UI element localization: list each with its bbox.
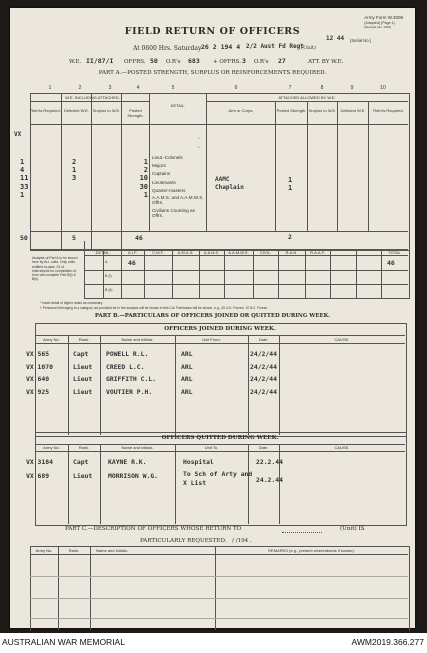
col-number-7: 7	[288, 85, 292, 91]
col-number-8: 8	[320, 85, 324, 91]
col-number-5: 5	[171, 85, 175, 91]
we-label: W.E.	[69, 59, 82, 65]
hdr-reints-required: Rein'ts Required.	[30, 108, 61, 113]
col-number-6: 6	[234, 85, 238, 91]
analysis-hdr-raaf: R.A.A.F.	[310, 250, 325, 255]
col-number-10: 10	[380, 85, 386, 91]
we-value-3: 11	[20, 174, 29, 183]
quitted-hdr-name: Name and Initials.	[121, 445, 154, 450]
joined-hdr-name: Name and Initials.	[121, 337, 154, 342]
hdr-att-reints: Rein'ts Required.	[373, 108, 404, 113]
attached-posted-column	[288, 176, 292, 192]
total-we: 50	[20, 234, 28, 242]
joined-hdr-rank: Rank.	[78, 337, 90, 342]
detail-lieutenants: Lieutenants	[152, 179, 176, 185]
analysis-row-bi: B (i)	[105, 274, 112, 278]
joined-hdr-unit: Unit From.	[202, 337, 221, 342]
joined-hdr-army-no: Army No.	[43, 337, 60, 342]
document-page: Army Form W.3008 (Adapted) (Page 1) (Revised Jan. 1943) 12 44 (Serial No.) FIELD RETURN OF OFFICERS At 0600 Hrs. Saturday 26 2 194 4 2/2 Aust Fd Regt (Unit) W.E. II/87/I OFFRS. 50 O.R's 683 + OFFRS. 3 O.R's 27 ATT. BY W.E. PART A.—POSTED STRENGTH, SURPLUS OR REINFORCEMENTS REQUIRED. 1 2 3 4 5 6 7 8 9 10 W.E. INCLUDING ATTACHED. ATTACHED ALLOWED BY W.E. Rein'ts Required. Deficient W.E. Surplus to W.E. Posted Strength. DETAIL. Arm or Corps. Posted Strength. Surplus to W.E. Deficient W.E. Rein'ts Required. VX 1 4 11 33 1 2 1 3 1 2 10 30 1 Lieut.-Colonels Majors Captains Lieutenants Quarter-masters A.A.M.S. and A.A.M.W.S. Offrs. Civilians Counting as Offrs. * * AAMC Chaplain 1 1 50 5 46 2 Analysis of Part A to be shown here by ALL units. Only units entitled to para. 23 of Instructions for compilation of form will complete Part B(i) & B(ii). DETAIL. A.I.F. C.M.F. A.W.A.S. A.A.N.S. A.A.M.W.S. CIVIL. R.A.N. R.A.A.F. TOTAL A B (i) B (ii) 46 46 * Insert detail of higher ranks as necessary. † Personnel belonging to a category not provided for in the analysis will be shown in this Col. Particulars will be shown, e.g., 20 U.K. Forces: 10 N.Z. Forces PART B.—PARTICULARS OF OFFICERS JOINED OR QUITTED DURING WEEK. OFFICERS JOINED DURING WEEK. Army No. Rank. Name and Initials. Unit From. Date. CAUSE. VX 565 Capt POWELL R.L. ARL 24/2/44 VX 1070 Lieut CREED L.C. ARL 24/2/44 VX 640 Lieut GRIFFITH C.L. ARL 24/2/44 VX 925 Lieut VOUTIER P.H. ARL 24/2/44 OFFICERS QUITTED DURING WEEK. Army No. Rank. Name and Initials. Unit To. Date. CAUSE. VX 3184 Capt KAYNE R.K. Hospital 22.2.44 VX 689 Lieut MORRISON W.G. To Sch of Arty and X List 24.2.44 PART C.—DESCRIPTION OF OFFICERS WHOSE RETURN TO (Unit) IS PARTICULARLY REQUESTED. / /194 . Army No. Rank. Name and Initials. REMARKS (e.g., present whereabouts if known).	[10, 8, 415, 628]
analysis-hdr-cmf: C.M.F.	[152, 250, 164, 255]
deficient-value-3: 1	[72, 166, 77, 175]
analysis-hdr-detail: DETAIL.	[95, 250, 111, 255]
hdr-att-posted: Posted Strength.	[276, 108, 307, 113]
part-c-hdr-rank: Rank.	[68, 548, 80, 553]
ors-label: O.R's	[166, 59, 181, 65]
total-deficient: 5	[72, 234, 76, 242]
arm-corps-1: AAMC	[215, 176, 230, 183]
arm-corps-2: Chaplain	[215, 184, 244, 191]
col-number-1: 1	[48, 85, 52, 91]
we-column	[20, 158, 28, 199]
analysis-hdr-civil: CIVIL.	[259, 250, 272, 255]
part-c-particularly: PARTICULARLY REQUESTED.	[140, 538, 227, 544]
detail-quartermasters: Quarter-masters	[152, 187, 186, 193]
col-number-4: 4	[136, 85, 140, 91]
we-value-2: 4	[20, 166, 25, 175]
date-handwritten: 26 2 194 4	[201, 43, 241, 51]
joined-hdr-date: Date.	[258, 337, 269, 342]
hdr-att-deficient: Deficient W.E.	[340, 108, 366, 113]
joined-title: OFFICERS JOINED DURING WEEK.	[164, 326, 276, 332]
ors2-label: O.R's	[254, 59, 269, 65]
posted-value-4: 30	[139, 182, 148, 191]
analysis-aif-value: 46	[128, 259, 136, 267]
analysis-total-value: 46	[387, 259, 395, 267]
arm-corps-column	[215, 176, 244, 192]
we-value: II/87/I	[86, 57, 114, 65]
ors2-value: 27	[278, 57, 286, 65]
hdr-detail: DETAIL.	[170, 103, 186, 108]
hdr-deficient: Deficient W.E.	[63, 108, 90, 113]
quitted-hdr-date: Date.	[258, 445, 269, 450]
hdr-att-surplus: Surplus to W.E.	[308, 108, 337, 113]
col-number-3: 3	[108, 85, 112, 91]
offrs-value: 50	[150, 57, 158, 65]
part-c-date-blank: / /194 .	[232, 538, 252, 544]
form-title: FIELD RETURN OF OFFICERS	[124, 26, 301, 37]
part-a-table	[30, 93, 410, 251]
we-including-label: W.E. INCLUDING ATTACHED.	[65, 95, 120, 100]
form-ref-3: (Revised Jan. 1943)	[364, 25, 392, 30]
unit-handwritten: 2/2 Aust Fd Regt	[246, 43, 304, 50]
analysis-hdr-ran: R.A.N.	[285, 250, 298, 255]
detail-civilians: Civilians Counting as Offrs.	[152, 208, 195, 219]
deficient-value-4: 3	[72, 174, 77, 183]
side-code: VX	[14, 131, 22, 138]
analysis-hdr-awas: A.W.A.S.	[177, 250, 194, 255]
footer-right: AWM2019.366.277	[351, 637, 424, 647]
detail-aams: A.A.M.S. and A.A.M.W.S. Offrs.	[152, 195, 204, 206]
analysis-hdr-aamws: A.A.M.W.S.	[228, 250, 249, 255]
detail-lt-colonels: Lieut.-Colonels	[152, 155, 183, 160]
hdr-posted-strength: Posted Strength.	[127, 108, 144, 118]
we-value-1: 1	[20, 158, 25, 166]
deficient-value-2: 2	[72, 158, 77, 166]
col-number-9: 9	[350, 85, 354, 91]
form-ref-2: (Adapted) (Page 1)	[364, 20, 395, 25]
hdr-surplus: Surplus to W.E.	[92, 108, 121, 113]
attached-label: ATTACHED ALLOWED BY W.E.	[278, 95, 336, 100]
analysis-row-bii: B (ii)	[105, 288, 113, 292]
analysis-hdr-aans: A.A.N.S.	[203, 250, 220, 255]
part-b-title: PART B.—PARTICULARS OF OFFICERS JOINED OR QUITTED DURING WEEK.	[94, 313, 331, 319]
attached-posted-1: 1	[288, 176, 293, 184]
footer-left: AUSTRALIAN WAR MEMORIAL	[2, 637, 125, 647]
quitted-title: OFFICERS QUITTED DURING WEEK.	[161, 435, 279, 441]
part-c-hdr-remarks: REMARKS (e.g., present whereabouts if known).	[268, 548, 355, 553]
analysis-note: Analysis of Part A to be shown here by ALL units. Only units entitled to para. 23 of Instructions for compilation of form will complete Part B(i) & B(ii).	[32, 256, 78, 282]
part-c-unit-label: (Unit) IS	[340, 526, 365, 532]
part-c-title: PART C.—DESCRIPTION OF OFFICERS WHOSE RETURN TO	[65, 526, 242, 532]
quitted-hdr-cause: CAUSE.	[334, 445, 350, 450]
we-value-5: 1	[20, 190, 25, 199]
attached-posted-2: 1	[288, 184, 293, 192]
quitted-hdr-unit: Unit To.	[204, 445, 219, 450]
ors-value: 683	[188, 57, 200, 65]
joined-hdr-cause: CAUSE.	[334, 337, 350, 342]
offrs-label: OFFRS.	[124, 59, 146, 65]
posted-value-3: 10	[139, 174, 148, 183]
analysis-hdr-total: TOTAL	[388, 250, 401, 255]
plus-offrs-label: + OFFRS.	[213, 59, 241, 65]
quitted-hdr-rank: Rank.	[78, 445, 90, 450]
posted-value-2: 2	[143, 166, 148, 175]
detail-majors: Majors	[152, 163, 166, 169]
part-a-title: PART A.—POSTED STRENGTH, SURPLUS OR REINFORCEMENTS REQUIRED.	[98, 70, 327, 76]
form-ref-1: Army Form W.3008	[364, 15, 403, 20]
total-posted: 46	[135, 234, 143, 242]
col-number-2: 2	[78, 85, 82, 91]
deficient-column	[72, 158, 76, 183]
serial-value: 12 44	[326, 35, 345, 42]
analysis-hdr-aif: A.I.F.	[127, 250, 138, 255]
unit-label: (Unit)	[301, 45, 316, 51]
footnote-2: † Personnel belonging to a category not provided for in the analysis will be shown in this Col. Particulars will be shown, e.g., 20 U.K. Forces: 10 N.Z. Forces	[40, 306, 268, 310]
plus-offrs-value: 3	[242, 57, 246, 65]
hdr-arm-corps: Arm or Corps.	[228, 108, 254, 113]
detail-list	[152, 154, 206, 218]
att-label: ATT. BY W.E.	[308, 59, 344, 65]
serial-label: (Serial No.)	[350, 38, 372, 43]
we-value-4: 33	[20, 182, 29, 191]
quitted-hdr-army-no: Army No.	[43, 445, 60, 450]
posted-value-5: 1	[143, 190, 148, 199]
part-c-hdr-army-no: Army No.	[35, 548, 53, 553]
at-line: At 0600 Hrs. Saturday	[133, 45, 202, 52]
part-c-hdr-name: Name and Initials.	[96, 548, 129, 553]
footnote-1: * Insert detail of higher ranks as necessary.	[40, 301, 103, 305]
posted-value-1: 1	[143, 158, 148, 166]
detail-captains: Captains	[152, 171, 171, 177]
analysis-row-a: A	[105, 260, 108, 264]
posted-column	[138, 158, 148, 199]
total-attached: 2	[288, 233, 292, 241]
